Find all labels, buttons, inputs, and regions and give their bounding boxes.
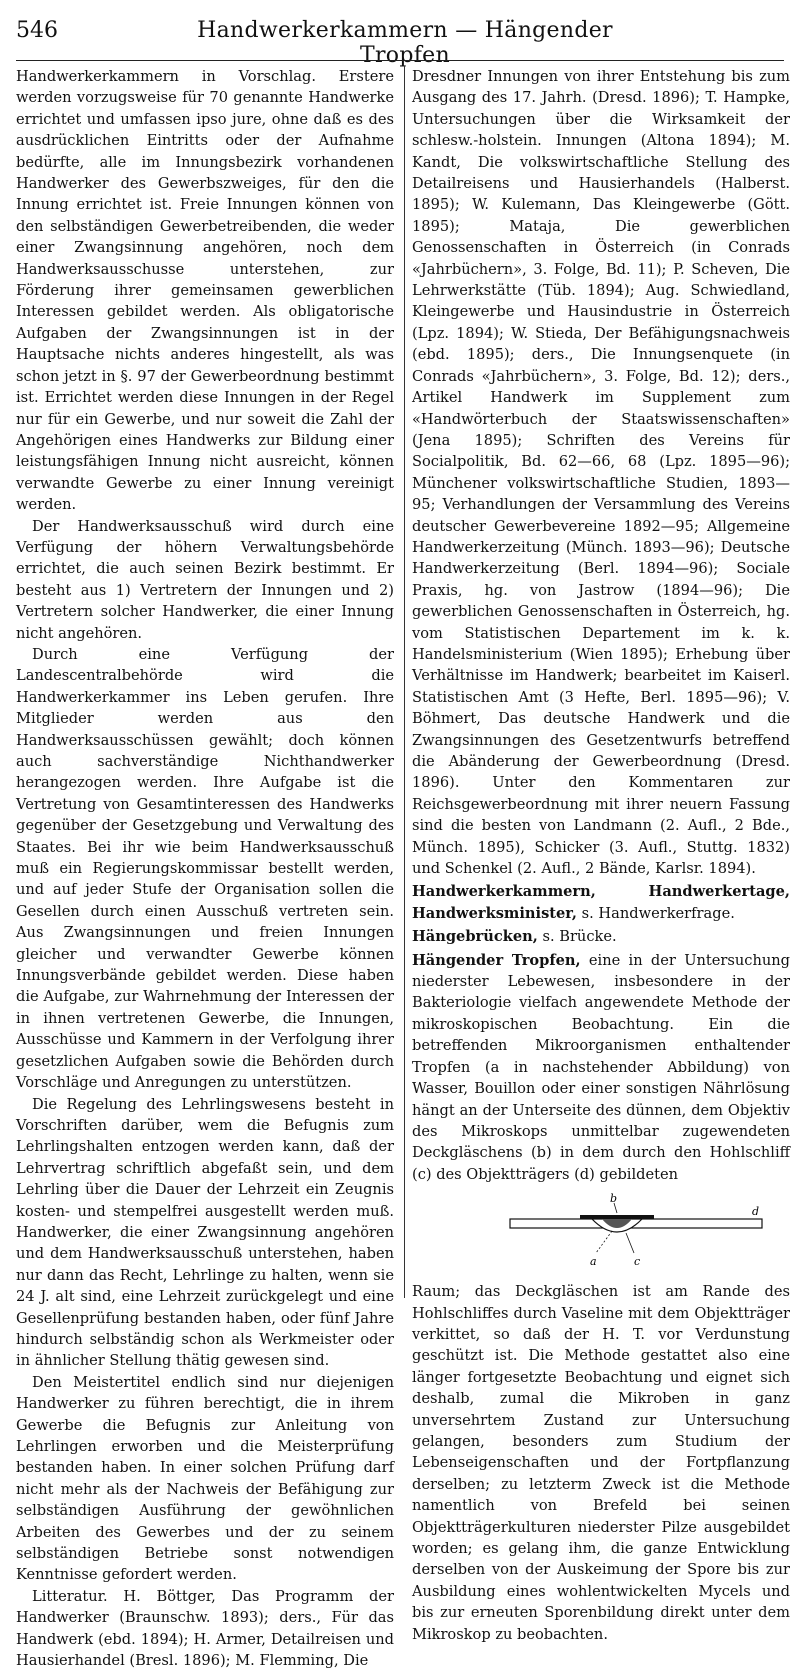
hanging-drop-figure bbox=[412, 1193, 790, 1271]
paragraph-after-figure: Raum; das Deckgläschen ist am Rande des Hohlschliffes durch Vaseline mit dem Objektträger verkittet, so daß der H. T. vor Verdunstung geschützt ist. Die Methode gestattet also eine länger fortgesetzte Beobachtung und eignet sich deshalb, zumal die Mikroben in ganz unversehrtem Zustand zur Untersuchung gelangen, besonders zum Studium der Lebenseigenschaften und der Fortpflanzung derselben; zu letzterm Zweck ist die Methode namentlich von Brefeld bei seinen Objektträgerkulturen niederster Pilze ausgebildet worden; es gelang ihm, die ganze Entwicklung derselben von der Auskeimung der Spore bis zur Ausbildung eines wohlentwickelten Mycels und bis zur erneuten Sporenbildung direkt unter dem Mikroskop zu beobachten. bbox=[412, 1283, 790, 1643]
header-rule bbox=[16, 60, 784, 61]
column-divider bbox=[404, 66, 405, 1298]
label-b: b bbox=[610, 1193, 618, 1206]
paragraph: Die Regelung des Lehrlingswesens besteht in Vorschriften darüber, wem die Befugnis zum Lehrlingshalten entzogen werden kann, daß der Lehrvertrag schriftlich abgefaßt sein, und dem Lehrling über die Dauer der Lehrzeit ein Zeugnis kosten- und stempelfrei ausgestellt werden muß. Handwerker, die einer Zwangsinnung angehören und dem Handwerksausschuß unterstehen, haben nur dann das Recht, Lehrlinge zu halten, wenn sie 24 J. alt sind, eine Lehrzeit zurückgelegt und eine Gesellenprüfung bestanden haben, oder fünf Jahre hindurch selbständig schon als Werkmeister oder in ähnlicher Stellung thätig gewesen sind. bbox=[16, 1095, 394, 1370]
hanging-drop-illustration bbox=[412, 1193, 790, 1271]
headword: Hängender Tropfen, bbox=[412, 951, 581, 969]
right-column bbox=[412, 66, 790, 1645]
paragraph: Durch eine Verfügung der Landescentralbehörde wird die Handwerkerkammer ins Leben gerufen. Ihre Mitglieder werden aus den Handwerksausschüssen gewählt; doch können auch sachverständige Nichthandwerker herangezogen werden. Ihre Aufgabe ist die Vertretung von Gesamtinteressen des Handwerks gegenüber der Gesetzgebung und Verwaltung des Staates. Bei ihr wie beim Handwerksausschuß muß ein Regierungskommissar bestellt werden, und auf jeder Stufe der Organisation sollen die Gesellen durch einen Ausschuß vertreten sein. Aus Zwangsinnungen und freien Innungen gleicher und verwandter Gewerbe können Innungsverbände gebildet werden. Diese haben die Aufgabe, zur Wahrnehmung der Interessen der in ihnen vertretenen Gewerbe, die Innungen, Ausschüsse und Kammern in der Verfolgung ihrer gesetzlichen Aufgaben sowie die Behörden durch Vorschläge und Anregungen zu unterstützen. bbox=[16, 645, 394, 1092]
headword: Handwerkerkammern, Handwerkertage, Handwerksminister, bbox=[412, 883, 790, 922]
entry-handwerkerkammern bbox=[412, 881, 790, 924]
paragraph: Handwerkerkammern in Vorschlag. Erstere werden vorzugsweise für 70 genannte Handwerke errichtet und umfassen ipso jure, ohne daß es des ausdrücklichen Eintritts oder der Aufnahme bedürfte, alle im Innungsbezirk vorhandenen Handwerker des Gewerbszweiges, für den die Innung errichtet ist. Freie Innungen können von den selbständigen Gewerbetreibenden, die weder einer Zwangsinnung angehören, noch dem Handwerksausschusse unterstehen, zur Förderung ihrer gemeinsamen gewerblichen Interessen gebildet werden. Als obligatorische Aufgaben der Zwangsinnungen ist in der Hauptsache nichts anderes hingestellt, als was schon jetzt in §. 97 der Gewerbeordnung bestimmt ist. Errichtet werden diese Innungen in der Regel nur für ein Gewerbe, und nur soweit die Zahl der Angehörigen eines Handwerks zur Bildung einer leistungsfähigen Innung nicht ausreicht, können verwandte Gewerbe zu einer Innung vereinigt werden. bbox=[16, 68, 394, 514]
page-number: 546 bbox=[16, 18, 58, 43]
paragraph: Der Handwerksausschuß wird durch eine Verfügung der höhern Verwaltungsbehörde errichtet, die auch seinen Bezirk bestimmt. Er besteht aus 1) Vertretern der Innungen und 2) Vertretern solcher Handwerker, die einer Innung nicht angehören. bbox=[16, 517, 394, 642]
left-column bbox=[16, 66, 394, 1671]
entry-text: s. Handwerkerfrage. bbox=[577, 904, 735, 922]
label-a: a bbox=[590, 1255, 597, 1269]
entry-haengebruecken bbox=[412, 926, 790, 947]
leader-a bbox=[596, 1231, 612, 1253]
label-d: d bbox=[752, 1205, 760, 1219]
paragraph: Den Meistertitel endlich sind nur diejenigen Handwerker zu führen berechtigt, die in ihrem Gewerbe die Befugnis zur Anleitung von Lehrlingen erworben und die Meisterprüfung bestanden haben. In einer solchen Prüfung darf nicht mehr als der Nachweis der Befähigung zur selbständigen Ausführung der gewöhnlichen Arbeiten des Gewerbes und der zu seinem selbständigen Betriebe sonst notwendigen Kenntnisse gefordert werden. bbox=[16, 1373, 394, 1584]
page-header bbox=[16, 18, 784, 68]
literature-paragraph: Litteratur. H. Böttger, Das Programm der Handwerker (Braunschw. 1893); ders., Für das Handwerk (ebd. 1894); H. Armer, Detailreisen und Hausierhandel (Bresl. 1896); M. Flemming, Die bbox=[16, 1587, 394, 1670]
literature-continued: Dresdner Innungen von ihrer Entstehung bis zum Ausgang des 17. Jahrh. (Dresd. 1896); T. Hampke, Untersuchungen über die Wirksamkeit der schlesw.-holstein. Innungen (Altona 1894); M. Kandt, Die volkswirtschaftliche Stellung des Detailreisens und Hausierhandels (Halberst. 1895); W. Kulemann, Das Kleingewerbe (Gött. 1895); Mataja, Die gewerblichen Genossenschaften in Österreich (in Conrads «Jahrbüchern», 3. Folge, Bd. 11); P. Scheven, Die Lehrwerkstätte (Tüb. 1894); Aug. Schwiedland, Kleingewerbe und Hausindustrie in Österreich (Lpz. 1894); W. Stieda, Der Befähigungsnachweis (ebd. 1895); ders., Die Innungsenquete (in Conrads «Jahrbüchern», 3. Folge, Bd. 12); ders., Artikel Handwerk im Supplement zum «Handwörterbuch der Staatswissenschaften» (Jena 1895); Schriften des Vereins für Socialpolitik, Bd. 62—66, 68 (Lpz. 1895—96); Münchener volkswirtschaftliche Studien, 1893—95; Verhandlungen der Versammlung des Vereins deutscher Gewerbevereine 1892—95; Allgemeine Handwerkerzeitung (Münch. 1893—96); Deutsche Handwerkerzeitung (Berl. 1894—96); Sociale Praxis, hg. von Jastrow (1894—96); Die gewerblichen Genossenschaften in Österreich, hg. vom Statistischen Departement im k. k. Handelsministerium (Wien 1895); Erhebung über Verhältnisse im Handwerk; bearbeitet im Kaiserl. Statistischen Amt (3 Hefte, Berl. 1895—96); V. Böhmert, Das deutsche Handwerk und die Zwangsinnungen des Gesetzentwurfs betreffend die Abänderung der Gewerbeordnung (Dresd. 1896). Unter den Kommentaren zur Reichsgewerbeordnung mit ihrer neuern Fassung sind die besten von Landmann (2. Aufl., 2 Bde., Münch. 1895), Schicker (3. Aufl., Stuttg. 1832) und Schenkel (2. Aufl., 2 Bände, Karlsr. 1894). bbox=[412, 68, 790, 878]
entry-text: s. Brücke. bbox=[537, 928, 617, 946]
entry-text: eine in der Untersuchung niederster Lebewesen, insbesondere in der Bakteriologie vielfach angewendete Methode der mikroskopischen Beobachtung. Ein die betreffenden Mikroorganismen enthaltender Tropfen (a in nachstehender Abbildung) von Wasser, Bouillon oder einer sonstigen Nährlösung hängt an der Unterseite des dünnen, dem Objektiv des Mikroskops unmittelbar zugewendeten Deckgläschens (b) in dem durch den Hohlschliff (c) des Objektträgers (d) gebildeten bbox=[412, 951, 790, 1183]
headword: Hängebrücken, bbox=[412, 928, 538, 946]
coverglass-shape bbox=[580, 1215, 654, 1219]
leader-c bbox=[626, 1233, 634, 1253]
running-title: Handwerkerkammern — Hängender Tropfen bbox=[197, 18, 613, 68]
label-c: c bbox=[634, 1255, 641, 1269]
entry-haengender-tropfen bbox=[412, 950, 790, 1185]
